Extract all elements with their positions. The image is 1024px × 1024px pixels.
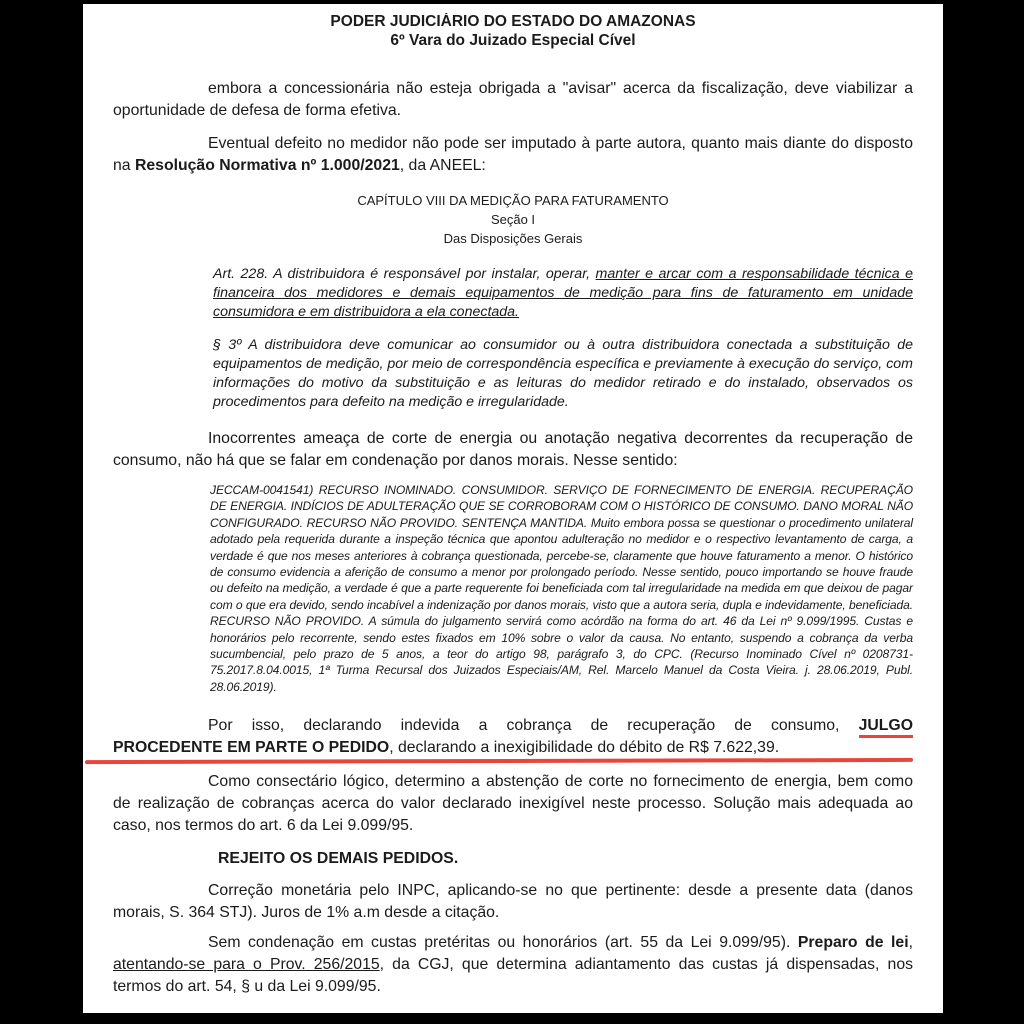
meter-defect-text-2: , da ANEEL: — [399, 157, 486, 174]
chapter-block — [113, 191, 913, 248]
aneel-resolution-bold: Resolução Normativa nº 1.000/2021 — [134, 157, 400, 174]
decision-bold-text: PROCEDENTE EM PARTE O PEDIDO — [113, 739, 390, 757]
document-page — [83, 4, 943, 1013]
precedent-quote: JECCAM-0041541) RECURSO INOMINADO. CONSUMIDOR. SERVIÇO DE FORNECIMENTO DE ENERGIA. RECUPERAÇÃO DE ENERGIA. INDÍCIOS DE ADULTERAÇÃO QUE SE CORROBORAM COM O HISTÓRICO DE CONSUMO. DANO MORAL NÃO CONFIGURADO. RECURSO NÃO PROVIDO. SENTENÇA MANTIDA. Muito embora possa se questionar o procedimento unilateral adotado pela requerida durante a inspeção técnica que apontou adulteração no medidor e o respectivo levantamento de carga, a verdade é que nos meses anteriores à cobrança questionada, percebe-se, claramente que houve faturamento a menor. O histórico de consumo evidencia a aferição de consumo a menor por prolongado período. Nesse sentido, pouco importando se houve fraude ou defeito na medição, a verdade é que a parte requerente foi beneficiada com tal irregularidade na medida em que deixou de pagar com o que era devido, sendo incabível a indenização por danos morais, visto que a autora seria, dupla e indevidamente, beneficiada. RECURSO NÃO PROVIDO. A súmula do julgamento servirá como acórdão na forma do art. 46 da Lei nº 9.099/1995. Custas e honorários pelo recorrente, sendo estes fixados em 10% sobre o valor da causa. No entanto, suspendo a cobrança da verba sucumbencial, pelo prazo de 5 anos, a teor do artigo 98, parágrafo 3, do CPC. (Recurso Inominado Cível nº 0208731-75.2017.8.04.0015, 1ª Turma Recursal dos Juizados Especiais/AM, Rel. Marcelo Manuel da Costa Vieira. j. 28.06.2019, Publ. 28.06.2019). — [210, 483, 913, 694]
provisions-heading: Das Disposições Gerais — [443, 231, 583, 246]
decision-paragraph — [113, 715, 913, 759]
decision-line-2 — [113, 737, 913, 759]
no-damages-paragraph: Inocorrentes ameaça de corte de energia ou anotação negativa decorrentes da recuperação de consumo, não há que se falar em condenação por danos morais. Nesse sentido: — [113, 430, 913, 469]
meter-defect-text-1: Eventual defeito no medidor não pode ser imputado à parte autora, quanto mais diante do disposto na — [113, 135, 913, 174]
article-228-quote — [213, 265, 913, 322]
consequence-paragraph: Como consectário lógico, determino a abstenção de corte no fornecimento de energia, bem como de realização de cobranças acerca do valor declarado inexigível neste processo. Solução mais adequada ao caso, nos termos do art. 6 da Lei 9.099/95. — [113, 773, 913, 835]
meter-defect-paragraph — [113, 133, 913, 177]
chapter-heading: CAPÍTULO VIII DA MEDIÇÃO PARA FATURAMENTO — [357, 193, 669, 208]
costs-text-1: Sem condenação em custas pretéritas ou honorários (art. 55 da Lei 9.099/95). — [208, 934, 798, 952]
decision-text-2: , declarando a inexigibilidade do débito de R$ 7.622,39. — [389, 739, 780, 757]
section-heading: Seção I — [490, 212, 536, 227]
court-name: PODER JUDICIÁRIO DO ESTADO DO AMAZONAS — [330, 13, 696, 30]
preparo-bold: Preparo de lei — [797, 934, 909, 952]
article-228-lead: Art. 228. A distribuidora é responsável por instalar, operar, — [213, 266, 596, 282]
court-header — [113, 12, 913, 50]
court-decision-document — [83, 4, 943, 998]
julgo-highlighted-text: JULGO — [859, 717, 913, 738]
court-division: 6º Vara do Juizado Especial Cível — [390, 32, 636, 49]
article-228-underlined: manter e arcar com a responsabilidade técnica e financeira dos medidores e demais equipamentos de medição para fins de faturamento em unidade consumidora e em distribuidora a ela conectada. — [213, 266, 913, 320]
opening-paragraph: embora a concessionária não esteja obrigada a "avisar" acerca da fiscalização, deve viabilizar a oportunidade de defesa de forma efetiva. — [113, 80, 913, 119]
paragraph-3-quote: § 3º A distribuidora deve comunicar ao consumidor ou à outra distribuidora conectada a substituição de equipamentos de medição, por meio de correspondência específica e previamente à execução do serviço, com informações do motivo da substituição e as leituras do medidor retirado e do instalado, observados os procedimentos para defeito na medição e irregularidade. — [213, 337, 913, 410]
red-marker-line — [85, 758, 913, 764]
monetary-correction-paragraph: Correção monetária pelo INPC, aplicando-se no que pertinente: desde a presente data (danos morais, S. 364 STJ). Juros de 1% a.m desde a citação. — [113, 882, 913, 922]
reject-heading: REJEITO OS DEMAIS PEDIDOS. — [218, 850, 459, 868]
costs-paragraph — [113, 932, 913, 998]
costs-text-2: , — [908, 934, 913, 952]
costs-text-3: , da CGJ, que determina adiantamento das custas já dispensadas, nos termos do art. 54, § u da Lei 9.099/95. — [113, 956, 913, 996]
decision-text-1: Por isso, declarando indevida a cobrança de recuperação de consumo, — [208, 717, 859, 735]
decision-line-1 — [113, 715, 913, 737]
provision-underlined: atentando-se para o Prov. 256/2015 — [113, 956, 380, 974]
